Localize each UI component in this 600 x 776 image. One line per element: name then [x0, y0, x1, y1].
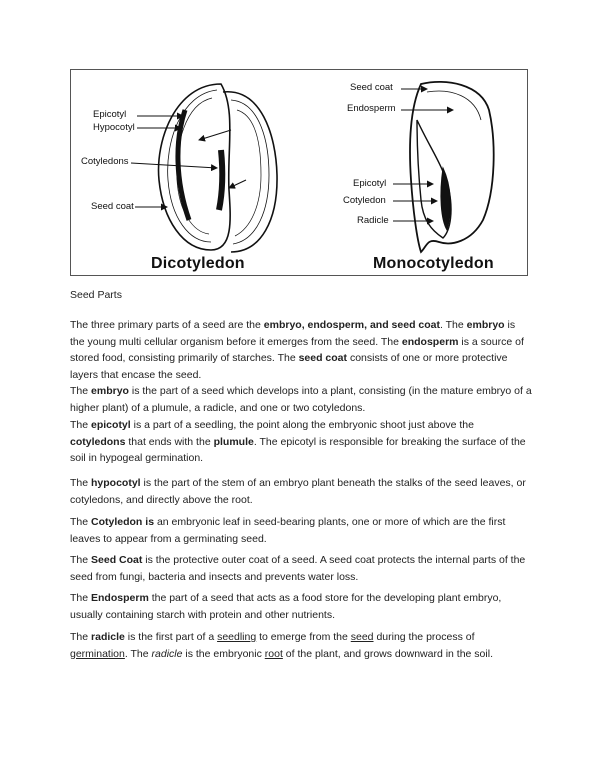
label-endosperm: Endosperm: [347, 103, 396, 114]
dicot-seed-drawing: [159, 84, 278, 252]
seed-illustration: [71, 70, 527, 275]
paragraph-primary-parts: The three primary parts of a seed are the embryo, endosperm, and seed coat. The embryo is the young multi cellular organism before it emerges from the seed. The endosperm is a source of stored food, consisting primarily of starches. The seed coat consists of one or more protective layers that encase the seed.: [70, 319, 524, 381]
label-mono-epicotyl: Epicotyl: [353, 178, 387, 189]
label-hypocotyl: Hypocotyl: [93, 122, 135, 133]
paragraph-embryo: The embryo is the part of a seed which develops into a plant, consisting (in the mature embryo of a higher plant) of a plumule, a radicle, and one or two cotyledons.: [70, 385, 532, 414]
paragraph-cotyledon: The Cotyledon is an embryonic leaf in seed-bearing plants, one or more of which are the first leaves to appear from a germinating seed.: [70, 516, 506, 545]
paragraph-epicotyl: The epicotyl is a part of a seedling, the point along the embryonic shoot just above the cotyledons that ends with the plumule. The epicotyl is responsible for breaking the surface of the soil in hypogeal germination.: [70, 419, 526, 464]
label-epicotyl: Epicotyl: [93, 109, 127, 120]
seed-diagram: [70, 69, 528, 276]
paragraph-endosperm: The Endosperm the part of a seed that acts as a food store for the developing plant embryo, usually containing starch with protein and other nutrients.: [70, 592, 502, 621]
link-seed[interactable]: seed: [350, 631, 374, 643]
label-mono-cotyledon: Cotyledon: [343, 195, 386, 206]
caption-monocotyledon: Monocotyledon: [373, 255, 494, 272]
section-heading: Seed Parts: [70, 289, 122, 301]
link-seedling[interactable]: seedling: [217, 631, 257, 643]
label-mono-seed-coat: Seed coat: [350, 82, 393, 93]
caption-dicotyledon: Dicotyledon: [151, 255, 245, 272]
link-germination[interactable]: germination: [70, 647, 125, 660]
label-dicot-seed-coat: Seed coat: [91, 201, 134, 212]
paragraph-hypocotyl: The hypocotyl is the part of the stem of an embryo plant beneath the stalks of the seed leaves, or cotyledons, and directly above the root.: [70, 477, 526, 506]
link-root[interactable]: root: [264, 647, 283, 660]
monocot-seed-drawing: [410, 82, 494, 252]
paragraph-radicle: The radicle is the first part of a seedling to emerge from the seed during the process of germination. The radicle is the embryonic root of the plant, and grows downward in the soil.: [70, 631, 493, 660]
label-radicle: Radicle: [357, 215, 389, 226]
paragraph-seed-coat: The Seed Coat is the protective outer coat of a seed. A seed coat protects the internal parts of the seed from fungi, bacteria and insects and prevents water loss.: [70, 554, 526, 583]
label-cotyledons: Cotyledons: [81, 156, 129, 167]
